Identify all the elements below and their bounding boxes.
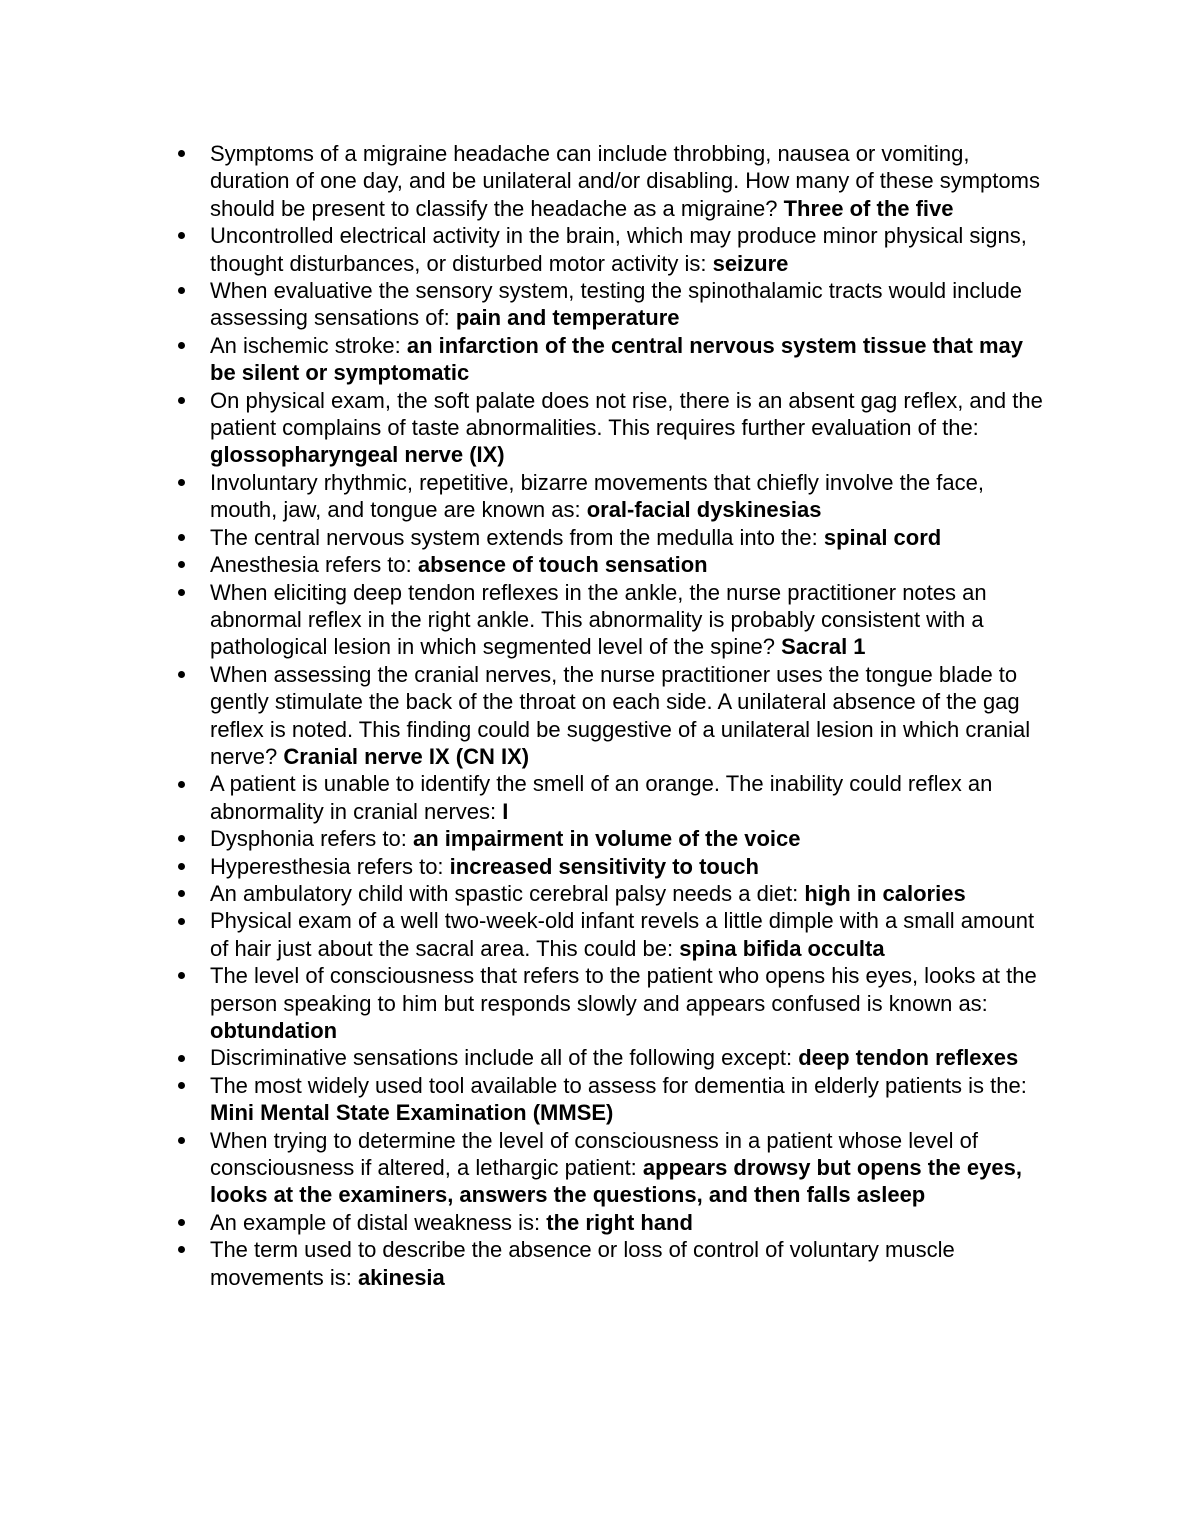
question-text: The level of consciousness that refers to the patient who opens his eyes, looks at the person speaking to him but responds slowly and appears confused is known as: — [210, 963, 1037, 1016]
question-text: When eliciting deep tendon reflexes in the ankle, the nurse practitioner notes an abnormal reflex in the right ankle. This abnormality is probably consistent with a pathological lesion in which segmented level of the spine? — [210, 579, 987, 660]
question-text: The most widely used tool available to assess for dementia in elderly patients is the: — [210, 1072, 1027, 1098]
bullet-icon — [176, 387, 186, 414]
answer-text: glossopharyngeal nerve (IX) — [210, 442, 505, 468]
bullet-icon — [176, 332, 186, 359]
question-text: Anesthesia refers to: — [210, 552, 418, 578]
bullet-icon — [176, 1236, 186, 1263]
question-text: Uncontrolled electrical activity in the brain, which may produce minor physical signs, thought disturbances, or disturbed motor activity is: — [210, 223, 1027, 276]
bullet-icon — [176, 661, 186, 688]
bullet-icon — [176, 524, 186, 551]
answer-text: an infarction of the central nervous system tissue that may be silent or symptomatic — [210, 332, 1024, 386]
answer-text: spinal cord — [823, 524, 942, 550]
bullet-icon — [176, 853, 186, 880]
list-item — [0, 1236, 1050, 1291]
list-item — [0, 277, 1050, 332]
answer-text: spina bifida occulta — [679, 935, 885, 961]
bullet-icon — [176, 880, 186, 907]
document-page — [0, 140, 1190, 1291]
list-item — [0, 962, 1050, 1044]
list-item — [0, 853, 1050, 880]
bullet-icon — [176, 1209, 186, 1236]
answer-text: obtundation — [210, 1018, 338, 1043]
bullet-icon — [176, 962, 186, 989]
question-text: Involuntary rhythmic, repetitive, bizarre movements that chiefly involve the face, mouth, jaw, and tongue are known as: — [210, 469, 985, 523]
bullet-icon — [176, 551, 186, 578]
answer-text: Three of the five — [783, 195, 954, 221]
list-item — [0, 1127, 1050, 1209]
list-item — [0, 140, 1050, 222]
bullet-icon — [176, 579, 186, 606]
answer-text: the right hand — [546, 1209, 693, 1235]
question-text: On physical exam, the soft palate does not rise, there is an absent gag reflex, and the patient complains of taste abnormalities. This requires further evaluation of the: — [210, 387, 1043, 441]
answer-text: high in calories — [804, 880, 966, 906]
question-text: Hyperesthesia refers to: — [210, 853, 450, 879]
question-text: An example of distal weakness is: — [210, 1209, 547, 1235]
answer-text: Sacral 1 — [781, 634, 866, 660]
list-item — [0, 579, 1050, 661]
answer-text: seizure — [712, 250, 789, 276]
question-text: Symptoms of a migraine headache can include throbbing, nausea or vomiting, duration of one day, and be unilateral and/or disabling. How many of these symptoms should be present to classify the headache as a migraine? — [210, 141, 1040, 221]
question-text: An ischemic stroke: — [210, 332, 407, 358]
list-item — [0, 551, 1050, 578]
list-item — [0, 1044, 1050, 1071]
list-item — [0, 825, 1050, 852]
answer-text: pain and temperature — [455, 305, 680, 331]
question-text: Discriminative sensations include all of the following except: — [210, 1045, 799, 1071]
bullet-icon — [176, 140, 186, 167]
question-text: An ambulatory child with spastic cerebral palsy needs a diet: — [210, 880, 805, 906]
list-item — [0, 222, 1050, 277]
question-text: Dysphonia refers to: — [210, 826, 413, 852]
bullet-icon — [176, 222, 186, 249]
answer-text: deep tendon reflexes — [798, 1045, 1019, 1071]
answer-text: akinesia — [357, 1264, 445, 1290]
answer-text: increased sensitivity to touch — [449, 853, 759, 879]
question-text: A patient is unable to identify the smell of an orange. The inability could reflex an abnormality in cranial nerves: — [210, 771, 993, 824]
bullet-icon — [176, 907, 186, 934]
question-text: The central nervous system extends from the medulla into the: — [210, 524, 824, 550]
list-item — [0, 469, 1050, 524]
bullet-icon — [176, 1044, 186, 1071]
question-text: When assessing the cranial nerves, the nurse practitioner uses the tongue blade to gently stimulate the back of the throat on each side. A unilateral absence of the gag reflex is noted. This finding could be suggestive of a unilateral lesion in which cranial nerve? — [210, 661, 1031, 769]
bullet-icon — [176, 770, 186, 797]
list-item — [0, 770, 1050, 825]
answer-text: appears drowsy but opens the eyes, looks at the examiners, answers the questions, and then falls asleep — [210, 1155, 1022, 1208]
bullet-icon — [176, 1127, 186, 1154]
question-answer-list — [0, 140, 1190, 1291]
answer-text: I — [502, 798, 509, 824]
answer-text: Mini Mental State Examination (MMSE) — [210, 1100, 614, 1126]
list-item — [0, 661, 1050, 771]
question-text: Physical exam of a well two-week-old infant revels a little dimple with a small amount of hair just about the sacral area. This could be: — [210, 908, 1035, 961]
bullet-icon — [176, 1072, 186, 1099]
bullet-icon — [176, 469, 186, 496]
bullet-icon — [176, 277, 186, 304]
answer-text: Cranial nerve IX (CN IX) — [283, 743, 530, 769]
list-item — [0, 332, 1050, 387]
list-item — [0, 387, 1050, 469]
question-text: The term used to describe the absence or loss of control of voluntary muscle movements is: — [210, 1237, 955, 1290]
answer-text: an impairment in volume of the voice — [412, 826, 801, 852]
question-text: When evaluative the sensory system, testing the spinothalamic tracts would include assessing sensations of: — [210, 278, 1022, 331]
list-item — [0, 1072, 1050, 1127]
answer-text: absence of touch sensation — [417, 552, 708, 578]
answer-text: oral-facial dyskinesias — [586, 497, 822, 523]
bullet-icon — [176, 825, 186, 852]
list-item — [0, 1209, 1050, 1236]
list-item — [0, 907, 1050, 962]
list-item — [0, 524, 1050, 551]
question-text: When trying to determine the level of consciousness in a patient whose level of consciousness if altered, a lethargic patient: — [210, 1127, 978, 1181]
list-item — [0, 880, 1050, 907]
